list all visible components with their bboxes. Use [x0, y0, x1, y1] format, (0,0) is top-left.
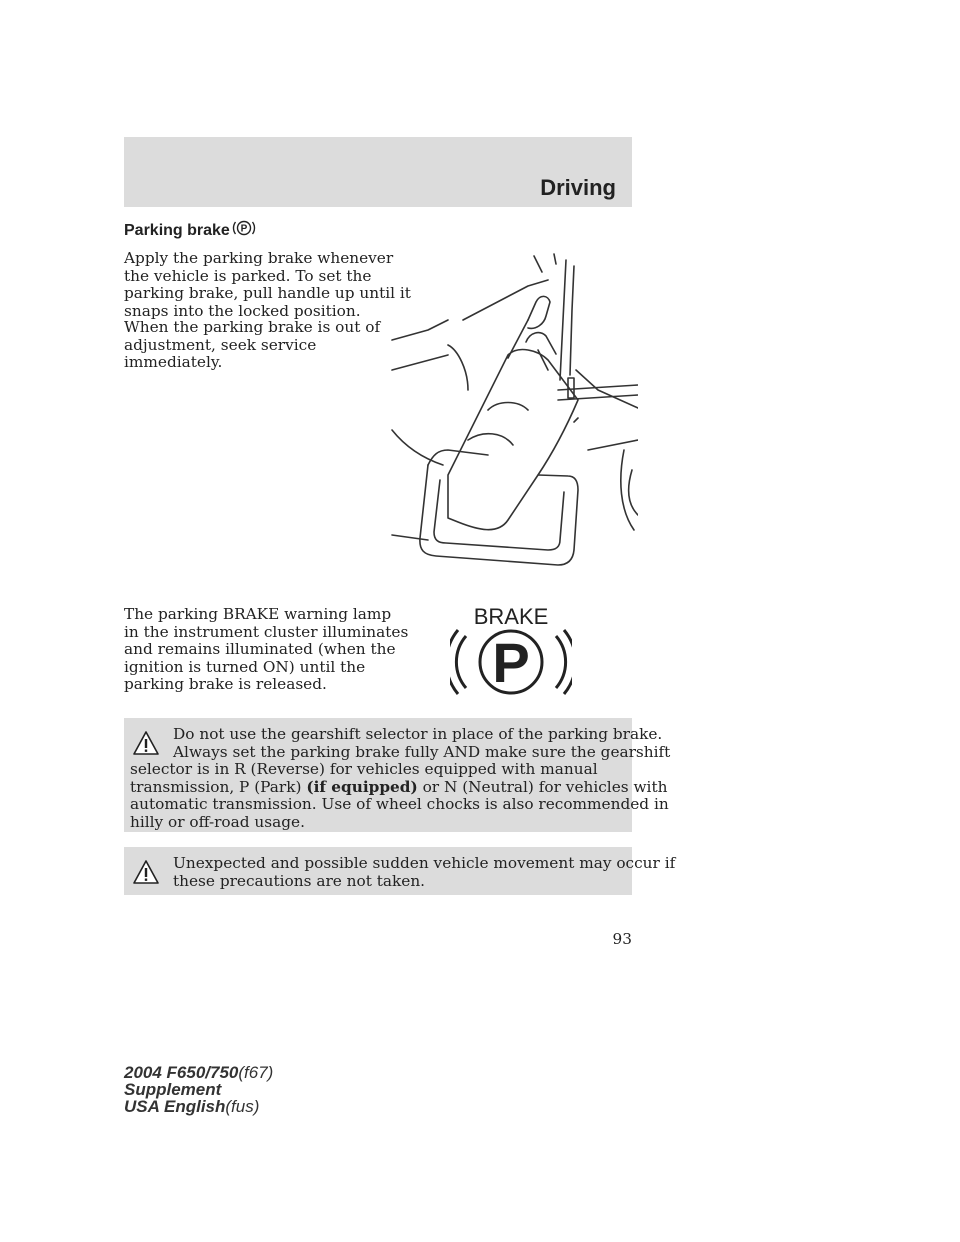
parking-brake-para-1 [124, 249, 411, 320]
brake-warning-lamp-icon [450, 600, 572, 700]
text-run: transmission, P (Park) [130, 777, 307, 796]
parking-brake-para-3 [124, 605, 409, 694]
footer-lang-code: (fus) [225, 1097, 260, 1116]
text-line: Apply the parking brake whenever [124, 249, 394, 267]
text-line: parking brake, pull handle up until it [124, 284, 411, 302]
warning-text-line: selector is in R (Reverse) for vehicles equipped with manual [130, 760, 598, 778]
svg-text:P: P [240, 223, 248, 235]
warning-text-line: Always set the parking brake fully AND make sure the gearshift [173, 742, 671, 761]
warning-triangle-icon [132, 730, 160, 761]
text-run: or N (Neutral) for vehicles with [417, 777, 668, 796]
text-line: When the parking brake is out of [124, 318, 381, 336]
parking-brake-handle-illustration [388, 250, 638, 582]
warning-triangle-icon [132, 859, 160, 890]
text-line: parking brake is released. [124, 675, 327, 693]
footer-model-code: (f67) [238, 1063, 274, 1082]
parking-brake-para-2 [124, 319, 386, 372]
footer-line-lang [124, 1098, 273, 1115]
text-line: adjustment, seek service [124, 335, 317, 354]
text-line: snaps into the locked position. [124, 301, 361, 320]
warning-text-line: these precautions are not taken. [173, 871, 426, 890]
text-line: and remains illuminated (when the [124, 640, 396, 658]
page-number: 93 [612, 930, 632, 948]
footer-line-model [124, 1064, 273, 1081]
footer-line-doc [124, 1081, 273, 1098]
parking-brake-heading [124, 222, 256, 243]
brake-lamp-letter: P [492, 631, 530, 694]
warning-box-movement [124, 847, 676, 895]
text-line: immediately. [124, 353, 223, 371]
section-title: Driving [540, 175, 616, 200]
warning-text-line: hilly or off-road usage. [130, 812, 305, 831]
warning-text-line: Unexpected and possible sudden vehicle movement may occur if [173, 854, 676, 872]
text-line: in the instrument cluster illuminates [124, 622, 409, 641]
footer [124, 1064, 273, 1115]
warning-text-line: automatic transmission. Use of wheel chocks is also recommended in [130, 795, 669, 813]
footer-doc: Supplement [124, 1080, 222, 1099]
text-line: ignition is turned ON) until the [124, 657, 366, 676]
brake-lamp-label: BRAKE [473, 604, 549, 629]
text-line: The parking BRAKE warning lamp [124, 605, 392, 623]
footer-model: 2004 F650/750 [124, 1063, 239, 1082]
warning-text-line [130, 777, 668, 797]
warning-text-line: Do not use the gearshift selector in place of the parking brake. [173, 725, 663, 743]
footer-lang: USA English [124, 1097, 226, 1116]
text-run-bold: (if equipped) [306, 777, 418, 796]
warning-box-gearshift [124, 718, 671, 832]
text-line: the vehicle is parked. To set the [124, 266, 372, 285]
parking-brake-heading-text: Parking brake [124, 222, 230, 239]
parking-brake-p-icon [232, 218, 256, 243]
header-band [124, 137, 632, 207]
